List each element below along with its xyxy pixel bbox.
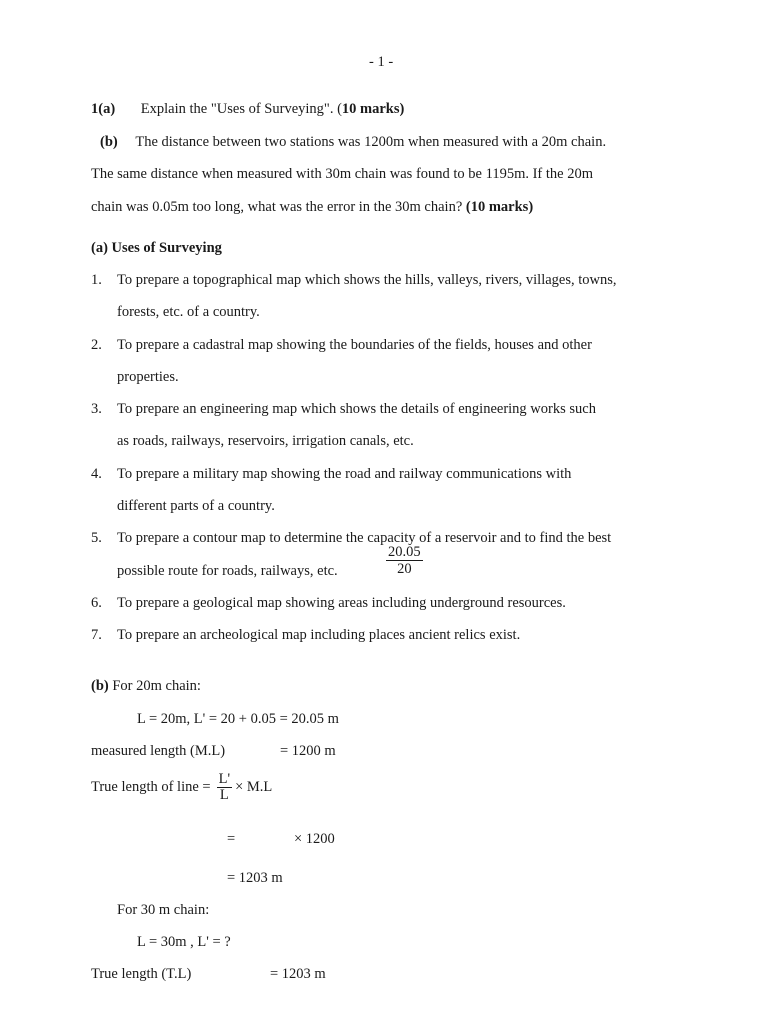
true-length-formula (91, 772, 272, 803)
fraction-numerator: L' (218, 771, 231, 787)
list-item: 5. (91, 530, 102, 546)
list-item-text: possible route for roads, railways, etc. (117, 563, 338, 579)
list-item: 6. (91, 595, 102, 611)
list-item-text: To prepare a contour map to determine the capacity of a reservoir and to find the best (117, 530, 612, 546)
question-a-label: 1(a) (91, 101, 116, 117)
list-item-text: properties. (117, 369, 179, 385)
list-item-text: To prepare a geological map showing areas including underground resources. (117, 595, 566, 611)
for-30m-chain: For 30 m chain: (117, 902, 210, 918)
floating-fraction-num: 20.05 (388, 544, 421, 560)
true-length-label: True length of line = (91, 779, 211, 796)
question-b-line1 (100, 134, 606, 151)
question-a (91, 101, 404, 118)
list-item: 4. (91, 466, 102, 482)
question-b-label: (b) (100, 134, 118, 150)
list-item-text: To prepare a cadastral map showing the boundaries of the fields, houses and other (117, 337, 592, 353)
measured-length-label: measured length (M.L) (91, 743, 226, 759)
measured-length-value: = 1200 m (280, 743, 336, 759)
answer-a-heading (91, 240, 222, 257)
list-item-text: To prepare a topographical map which shows the hills, valleys, rivers, villages, towns, (117, 272, 617, 288)
list-item: 3. (91, 401, 102, 417)
l-line-20m: L = 20m, L' = 20 + 0.05 = 20.05 m (137, 711, 339, 727)
floating-fraction (386, 545, 423, 577)
true-length-30-value: = 1203 m (270, 966, 326, 982)
question-a-text: Explain the "Uses of Surveying". ( (140, 101, 342, 117)
list-item-text: forests, etc. of a country. (117, 304, 260, 320)
list-item-text: To prepare a military map showing the road and railway communications with (117, 466, 572, 482)
answer-b-label: (b) (91, 678, 109, 694)
question-a-marks: 10 marks) (341, 101, 405, 117)
formula-fraction (217, 772, 232, 803)
step1-rest: × 1200 (294, 831, 335, 847)
list-item: 7. (91, 627, 102, 643)
true-length-30-label: True length (T.L) (91, 966, 192, 982)
list-item: 2. (91, 337, 102, 353)
page-number: - 1 - (369, 54, 394, 70)
answer-a-heading-text: (a) Uses of Surveying (91, 240, 222, 256)
formula-rest: × M.L (235, 779, 273, 796)
question-b-line3 (91, 199, 533, 216)
list-item: 1. (91, 272, 102, 288)
list-item-text: To prepare an engineering map which shows the details of engineering works such (117, 401, 596, 417)
answer-b-intro (91, 678, 201, 695)
fraction-denominator: L (219, 787, 229, 804)
list-item-text: as roads, railways, reservoirs, irrigation canals, etc. (117, 433, 414, 449)
step1-equals: = (227, 831, 236, 847)
question-b-marks: (10 marks) (465, 199, 534, 215)
question-b-text-3: chain was 0.05m too long, what was the error in the 30m chain? (91, 199, 463, 215)
list-item-text: different parts of a country. (117, 498, 275, 514)
question-b-line2: The same distance when measured with 30m chain was found to be 1195m. If the 20m (91, 166, 593, 182)
step2-result: = 1203 m (227, 870, 283, 886)
floating-fraction-den: 20 (397, 561, 412, 578)
answer-b-intro-text: For 20m chain: (108, 678, 201, 694)
list-item-text: To prepare an archeological map including places ancient relics exist. (117, 627, 521, 643)
l-line-30m: L = 30m , L' = ? (137, 934, 231, 950)
question-b-text-1: The distance between two stations was 1200m when measured with a 20m chain. (135, 134, 607, 150)
